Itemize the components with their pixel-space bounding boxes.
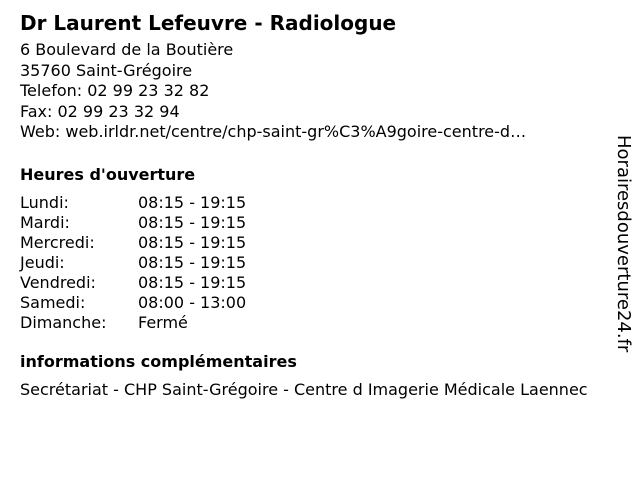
- hours-day: Dimanche:: [20, 312, 107, 332]
- hours-day: Jeudi:: [20, 252, 65, 272]
- hours-time: 08:15 - 19:15: [138, 252, 247, 272]
- hours-day: Samedi:: [20, 292, 86, 312]
- hours-row: [20, 193, 600, 213]
- hours-row: [20, 293, 600, 313]
- listing-card: [20, 10, 600, 400]
- hours-day: Mercredi:: [20, 232, 95, 252]
- hours-row: [20, 253, 600, 273]
- hours-day: Mardi:: [20, 212, 70, 232]
- hours-time: Fermé: [138, 312, 188, 332]
- brand-watermark: Horairesdouverture24.fr: [613, 135, 634, 353]
- info-heading: informations complémentaires: [20, 351, 297, 371]
- hours-time: 08:00 - 13:00: [138, 292, 247, 312]
- address-city: 35760 Saint-Grégoire: [20, 60, 193, 80]
- hours-heading: Heures d'ouverture: [20, 164, 196, 184]
- hours-table: [20, 193, 600, 333]
- website-label: Web:: [20, 122, 66, 141]
- phone-number: Telefon: 02 99 23 32 82: [20, 81, 210, 100]
- hours-time: 08:15 - 19:15: [138, 232, 247, 252]
- website-link[interactable]: web.irldr.net/centre/chp-saint-gr%C3%A9goire-centre-d…: [65, 122, 527, 141]
- website-row: [20, 122, 600, 143]
- hours-time: 08:15 - 19:15: [138, 192, 247, 212]
- hours-day: Vendredi:: [20, 272, 96, 292]
- hours-row: [20, 313, 600, 333]
- hours-day: Lundi:: [20, 192, 69, 212]
- hours-row: [20, 273, 600, 293]
- address-street: 6 Boulevard de la Boutière: [20, 40, 234, 59]
- hours-row: [20, 213, 600, 233]
- info-text: Secrétariat - CHP Saint-Grégoire - Centre d Imagerie Médicale Laennec: [20, 379, 588, 399]
- hours-row: [20, 233, 600, 253]
- hours-time: 08:15 - 19:15: [138, 212, 247, 232]
- page-title: Dr Laurent Lefeuvre - Radiologue: [20, 11, 397, 35]
- fax-number: Fax: 02 99 23 32 94: [20, 101, 180, 121]
- hours-time: 08:15 - 19:15: [138, 272, 247, 292]
